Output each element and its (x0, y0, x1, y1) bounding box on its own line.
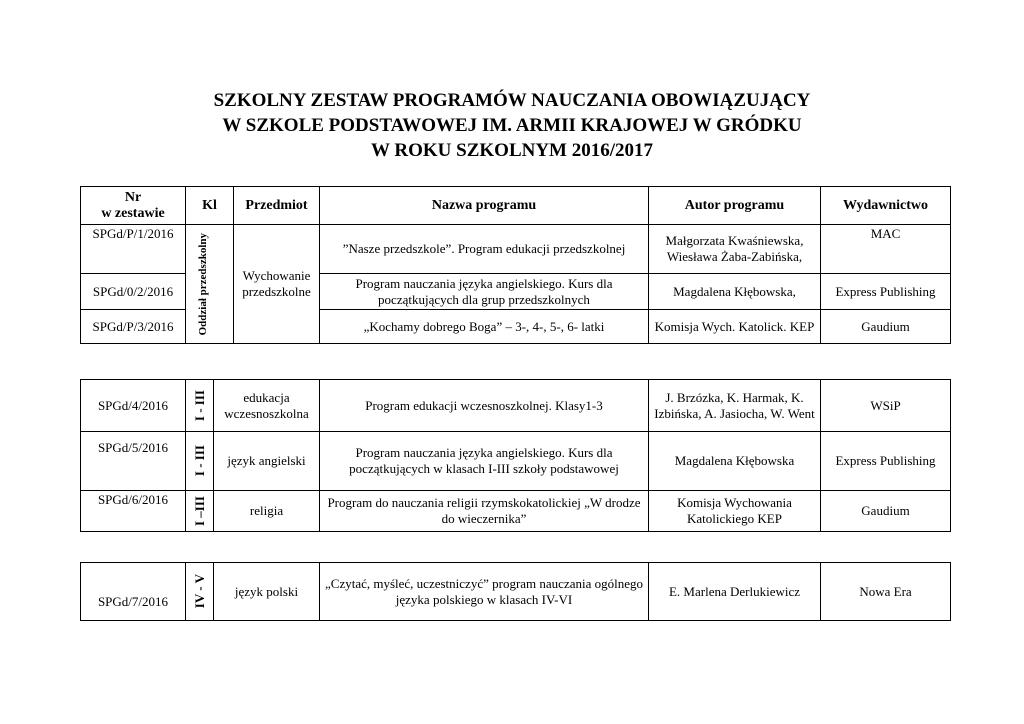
cell-nazwa: Program nauczania języka angielskiego. Kurs dla początkujących dla grup przedszkolnych (320, 274, 649, 310)
cell-kl (186, 225, 234, 344)
cell-nazwa: ”Nasze przedszkole”. Program edukacji przedszkolnej (320, 225, 649, 274)
cell-nr: SPGd/5/2016 (81, 432, 186, 491)
cell-wydawnictwo: Express Publishing (821, 274, 951, 310)
cell-nr: SPGd/P/3/2016 (81, 310, 186, 344)
header-autor: Autor programu (649, 187, 821, 225)
kl-vertical-label: IV - V (191, 574, 207, 609)
header-nr (81, 187, 186, 225)
cell-autor: J. Brzózka, K. Harmak, K. Izbińska, A. Jasiocha, W. Went (649, 380, 821, 432)
cell-wydawnictwo: Nowa Era (821, 563, 951, 621)
cell-wydawnictwo: Gaudium (821, 491, 951, 532)
cell-przedmiot: język polski (214, 563, 320, 621)
upper-grades-programs-table (80, 562, 951, 621)
header-nazwa: Nazwa programu (320, 187, 649, 225)
kl-vertical-label: I - III (191, 389, 207, 422)
cell-kl (186, 380, 214, 432)
header-nr-line1: Nr (124, 189, 142, 205)
cell-wydawnictwo: WSiP (821, 380, 951, 432)
cell-nazwa: Program do nauczania religii rzymskokatolickiej „W drodze do wieczernika” (320, 491, 649, 532)
cell-wydawnictwo: Gaudium (821, 310, 951, 344)
cell-wydawnictwo: Express Publishing (821, 432, 951, 491)
table-header-row (81, 187, 951, 225)
cell-nazwa: Program edukacji wczesnoszkolnej. Klasy1-3 (320, 380, 649, 432)
cell-przedmiot: edukacja wczesnoszkolna (214, 380, 320, 432)
cell-kl (186, 491, 214, 532)
kl-vertical-label: I –III (191, 496, 207, 526)
table-row (81, 380, 951, 432)
header-przedmiot: Przedmiot (234, 187, 320, 225)
cell-wydawnictwo: MAC (821, 225, 951, 274)
header-nr-line2: w zestawie (101, 205, 165, 221)
cell-nazwa: „Kochamy dobrego Boga” – 3-, 4-, 5-, 6- latki (320, 310, 649, 344)
header-wydawnictwo: Wydawnictwo (821, 187, 951, 225)
cell-przedmiot: Wychowanie przedszkolne (234, 225, 320, 344)
document-title (0, 88, 1024, 163)
cell-nazwa: Program nauczania języka angielskiego. Kurs dla początkujących w klasach I-III szkoły podstawowej (320, 432, 649, 491)
cell-przedmiot: język angielski (214, 432, 320, 491)
table-row (81, 491, 951, 532)
cell-kl (186, 432, 214, 491)
kl-vertical-label: I - III (191, 445, 207, 477)
preschool-programs-table (80, 186, 951, 344)
cell-nr: SPGd/6/2016 (81, 491, 186, 532)
table-row (81, 225, 951, 274)
table-row (81, 432, 951, 491)
cell-przedmiot: religia (214, 491, 320, 532)
header-kl: Kl (186, 187, 234, 225)
kl-vertical-label: Oddział przedszkolny (196, 232, 209, 336)
cell-nr: SPGd/0/2/2016 (81, 274, 186, 310)
title-line-1: SZKOLNY ZESTAW PROGRAMÓW NAUCZANIA OBOWIĄZUJĄCY (213, 90, 811, 111)
title-line-2: W SZKOLE PODSTAWOWEJ IM. ARMII KRAJOWEJ W GRÓDKU (222, 115, 802, 136)
cell-autor: Komisja Wych. Katolick. KEP (649, 310, 821, 344)
cell-autor: Magdalena Kłębowska, (649, 274, 821, 310)
cell-nr: SPGd/4/2016 (81, 380, 186, 432)
cell-nazwa: „Czytać, myśleć, uczestniczyć” program nauczania ogólnego języka polskiego w klasach IV-VI (320, 563, 649, 621)
early-grades-programs-table (80, 379, 951, 532)
table-row (81, 563, 951, 621)
cell-kl (186, 563, 214, 621)
cell-autor: Komisja Wychowania Katolickiego KEP (649, 491, 821, 532)
cell-autor: E. Marlena Derlukiewicz (649, 563, 821, 621)
cell-nr: SPGd/7/2016 (81, 563, 186, 621)
cell-autor: Małgorzata Kwaśniewska, Wiesława Żaba-Zabińska, (649, 225, 821, 274)
title-line-3: W ROKU SZKOLNYM 2016/2017 (370, 140, 654, 161)
cell-autor: Magdalena Kłębowska (649, 432, 821, 491)
cell-nr: SPGd/P/1/2016 (81, 225, 186, 274)
